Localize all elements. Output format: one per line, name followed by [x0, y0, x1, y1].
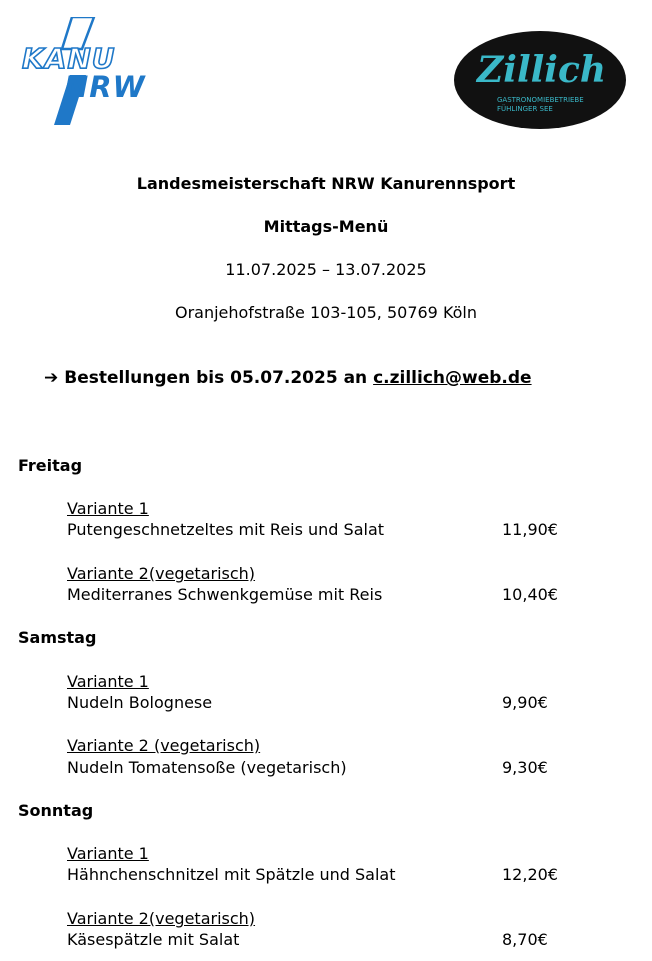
variant-label: Variante 1 — [67, 499, 149, 518]
kanu-logo-line1: KANU — [22, 42, 116, 75]
variant-dish: Käsespätzle mit Salat — [67, 930, 240, 949]
variant-dish: Nudeln Tomatensoße (vegetarisch) — [67, 758, 347, 777]
event-dates: 11.07.2025 – 13.07.2025 — [225, 260, 427, 279]
zillich-logo-tagline2: FÜHLINGER SEE — [497, 105, 553, 113]
event-title: Landesmeisterschaft NRW Kanurennsport — [136, 174, 516, 193]
order-deadline — [44, 368, 532, 388]
variant-dish: Putengeschnetzeltes mit Reis und Salat — [67, 520, 385, 539]
menu-subtitle: Mittags-Menü — [263, 217, 389, 236]
variant-label: Variante 2(vegetarisch) — [67, 564, 256, 583]
variant-label: Variante 2(vegetarisch) — [67, 909, 256, 928]
day-heading-sunday: Sonntag — [18, 801, 94, 820]
variant-price: 9,30€ — [502, 758, 548, 777]
variant-label: Variante 1 — [67, 844, 149, 863]
day-heading-friday: Freitag — [18, 456, 83, 475]
variant-dish: Hähnchenschnitzel mit Spätzle und Salat — [67, 865, 396, 884]
day-heading-saturday: Samstag — [18, 628, 97, 647]
zillich-logo-name: Zillich — [477, 49, 607, 91]
variant-price: 9,90€ — [502, 693, 548, 712]
kanu-logo-line2: NRW — [64, 70, 146, 104]
variant-dish: Mediterranes Schwenkgemüse mit Reis — [67, 585, 383, 604]
variant-price: 8,70€ — [502, 930, 548, 949]
zillich-logo — [453, 30, 627, 130]
variant-label: Variante 1 — [67, 672, 149, 691]
order-text: Bestellungen bis 05.07.2025 an — [64, 368, 368, 388]
variant-dish: Nudeln Bolognese — [67, 693, 213, 712]
variant-price: 11,90€ — [502, 520, 558, 539]
variant-price: 12,20€ — [502, 865, 558, 884]
kanu-nrw-logo — [20, 17, 162, 125]
variant-price: 10,40€ — [502, 585, 558, 604]
arrow-right-icon: ➔ — [44, 368, 59, 388]
order-email-link[interactable]: c.zillich@web.de — [373, 368, 532, 388]
zillich-logo-tagline1: GASTRONOMIEBETRIEBE — [497, 96, 584, 104]
variant-label: Variante 2 (vegetarisch) — [67, 736, 261, 755]
event-address: Oranjehofstraße 103-105, 50769 Köln — [174, 303, 478, 322]
